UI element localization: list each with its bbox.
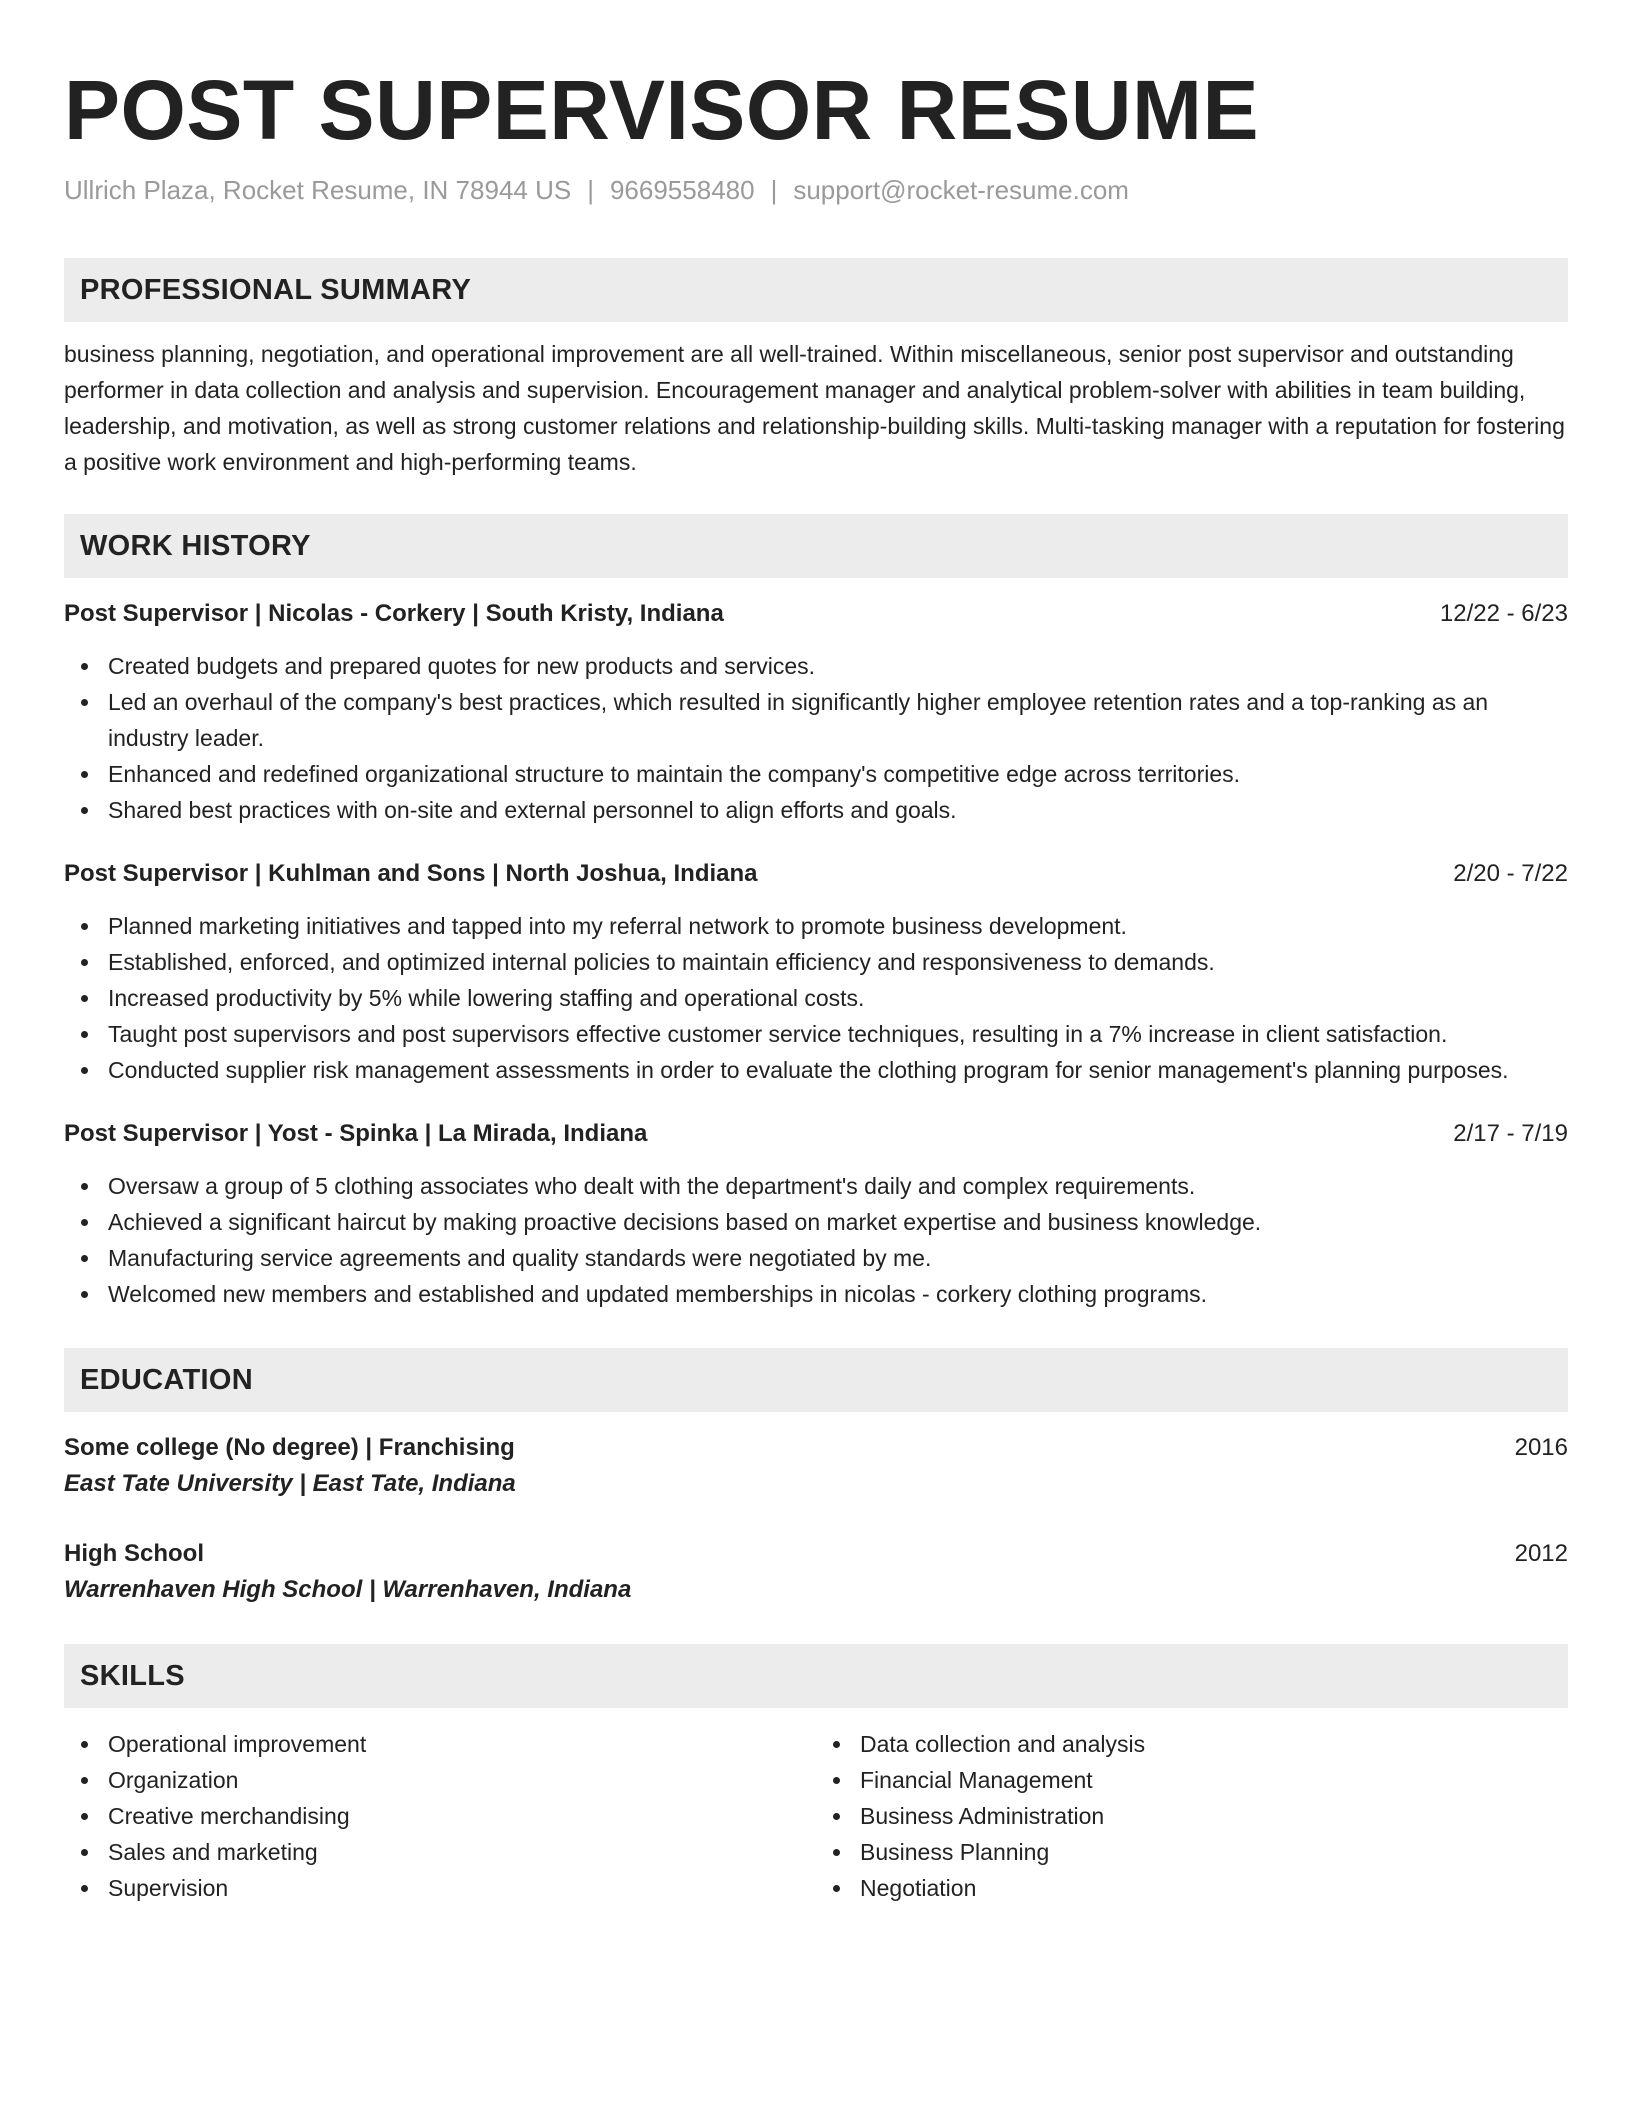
job-bullet: Oversaw a group of 5 clothing associates who dealt with the department's daily and complex requirements. — [64, 1168, 1568, 1204]
skills-grid — [64, 1726, 1568, 1906]
contact-address: Ullrich Plaza, Rocket Resume, IN 78944 US — [64, 175, 572, 206]
education-entry — [64, 1536, 1568, 1608]
education-degree: High School — [64, 1540, 204, 1568]
job-bullet: Taught post supervisors and post supervisors effective customer service techniques, resulting in a 7% increase in client satisfaction. — [64, 1016, 1568, 1052]
education-school: East Tate University | East Tate, Indiana — [64, 1470, 516, 1498]
contact-separator: | — [770, 175, 778, 206]
job-dates: 2/20 - 7/22 — [1453, 860, 1568, 888]
skill-item: Negotiation — [816, 1870, 1568, 1906]
job-title: Post Supervisor | Nicolas - Corkery | South Kristy, Indiana — [64, 600, 724, 628]
skill-item: Financial Management — [816, 1762, 1568, 1798]
job-header — [64, 1116, 1568, 1152]
education-year: 2016 — [1514, 1434, 1568, 1462]
skill-item: Creative merchandising — [64, 1798, 816, 1834]
skills-column-right — [816, 1726, 1568, 1906]
education-degree: Some college (No degree) | Franchising — [64, 1434, 515, 1462]
job-dates: 2/17 - 7/19 — [1453, 1120, 1568, 1148]
job-bullet: Established, enforced, and optimized internal policies to maintain efficiency and responsiveness to demands. — [64, 944, 1568, 980]
job-dates: 12/22 - 6/23 — [1439, 600, 1568, 628]
skills-column-left — [64, 1726, 816, 1906]
job-bullet: Manufacturing service agreements and quality standards were negotiated by me. — [64, 1240, 1568, 1276]
job-header — [64, 596, 1568, 632]
job-bullet: Enhanced and redefined organizational structure to maintain the company's competitive edge across territories. — [64, 756, 1568, 792]
section-header-work-history: WORK HISTORY — [64, 514, 1568, 578]
education-header — [64, 1536, 1568, 1572]
skill-item: Data collection and analysis — [816, 1726, 1568, 1762]
job-header — [64, 856, 1568, 892]
skill-item: Sales and marketing — [64, 1834, 816, 1870]
job-bullet: Created budgets and prepared quotes for new products and services. — [64, 648, 1568, 684]
skill-item: Supervision — [64, 1870, 816, 1906]
job-bullet: Achieved a significant haircut by making proactive decisions based on market expertise and business knowledge. — [64, 1204, 1568, 1240]
job-bullets — [64, 648, 1568, 828]
education-entry — [64, 1430, 1568, 1502]
section-header-summary: PROFESSIONAL SUMMARY — [64, 258, 1568, 322]
skill-item: Operational improvement — [64, 1726, 816, 1762]
job-bullet: Conducted supplier risk management assessments in order to evaluate the clothing program for senior management's planning purposes. — [64, 1052, 1568, 1088]
contact-email: support@rocket-resume.com — [793, 175, 1129, 206]
summary-text: business planning, negotiation, and operational improvement are all well-trained. Within miscellaneous, senior post supervisor and outstanding performer in data collection and analysis and supervision. Encouragement manager and analytical problem-solver with abilities in team building, leadership, and motivation, as well as strong customer relations and relationship-building skills. Multi-tasking manager with a reputation for fostering a positive work environment and high-performing teams. — [64, 341, 1565, 476]
contact-line — [64, 174, 1568, 208]
section-header-education: EDUCATION — [64, 1348, 1568, 1412]
education-school: Warrenhaven High School | Warrenhaven, Indiana — [64, 1576, 632, 1604]
contact-phone: 9669558480 — [609, 175, 755, 206]
job-title: Post Supervisor | Yost - Spinka | La Mirada, Indiana — [64, 1120, 648, 1148]
skill-item: Business Planning — [816, 1834, 1568, 1870]
education-year: 2012 — [1514, 1540, 1568, 1568]
job-bullet: Led an overhaul of the company's best practices, which resulted in significantly higher employee retention rates and a top-ranking as an industry leader. — [64, 684, 1568, 756]
skill-item: Business Administration — [816, 1798, 1568, 1834]
section-header-skills: SKILLS — [64, 1644, 1568, 1708]
job-bullet: Planned marketing initiatives and tapped into my referral network to promote business development. — [64, 908, 1568, 944]
skill-item: Organization — [64, 1762, 816, 1798]
contact-separator: | — [587, 175, 594, 206]
job-bullets — [64, 1168, 1568, 1312]
page-title: POST SUPERVISOR RESUME — [64, 63, 1260, 157]
job-entry — [64, 856, 1568, 1088]
job-bullet: Shared best practices with on-site and external personnel to align efforts and goals. — [64, 792, 1568, 828]
education-header — [64, 1430, 1568, 1466]
job-bullets — [64, 908, 1568, 1088]
job-bullet: Welcomed new members and established and updated memberships in nicolas - corkery clothing programs. — [64, 1276, 1568, 1312]
job-title: Post Supervisor | Kuhlman and Sons | North Joshua, Indiana — [64, 860, 758, 888]
job-bullet: Increased productivity by 5% while lowering staffing and operational costs. — [64, 980, 1568, 1016]
job-entry — [64, 596, 1568, 828]
job-entry — [64, 1116, 1568, 1312]
